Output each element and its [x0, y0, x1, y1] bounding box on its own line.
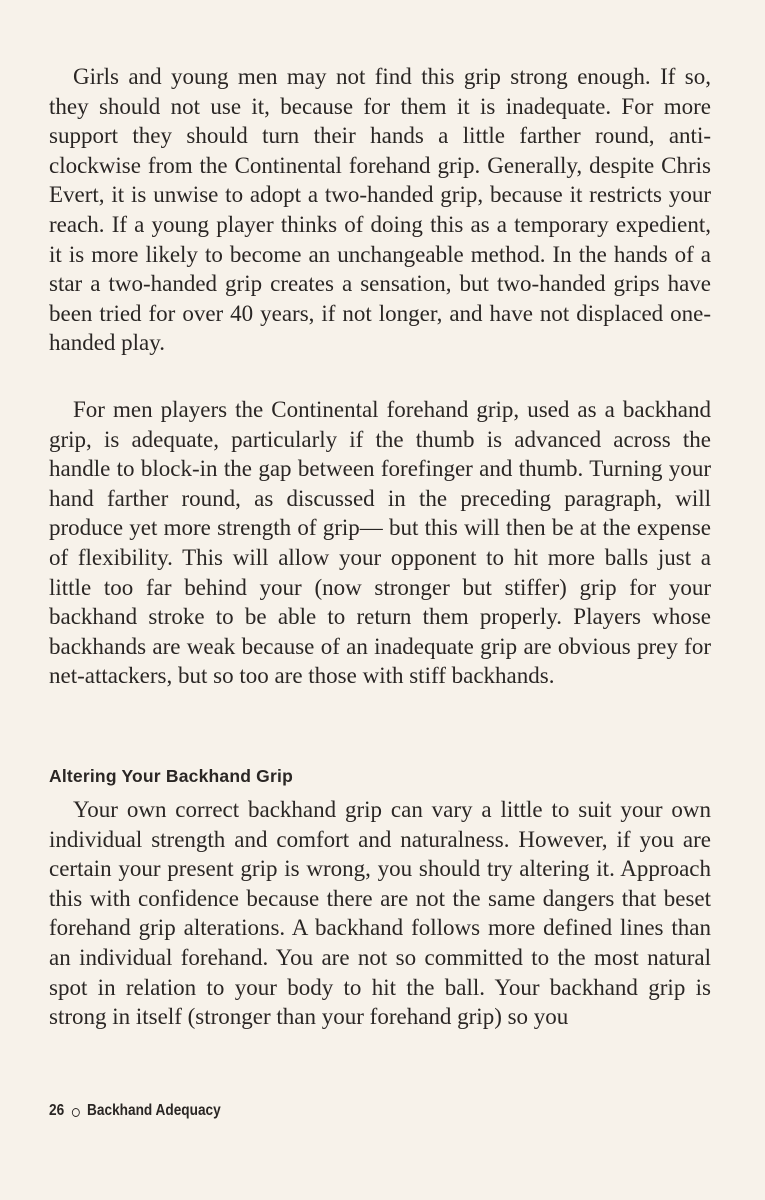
section-heading: Altering Your Backhand Grip — [49, 766, 293, 786]
paragraph-two-handed-grip: Girls and young men may not find this grip strong enough. If so, they should not use it, because for them it is inadequate. For more support they should turn their hands a little farther round, anti-clockwise from the Continental forehand grip. Generally, despite Chris Evert, it is unwise to adopt a two-handed grip, because it restricts your reach. If a young player thinks of doing this as a temporary expedient, it is more likely to become an unchangeable method. In the hands of a star a two-handed grip creates a sensation, but two-handed grips have been tried for over 40 years, if not longer, and have not displaced one-handed play. — [49, 64, 711, 356]
circle-separator-icon — [72, 1108, 80, 1117]
paragraph-altering-grip: Your own correct backhand grip can vary a little to suit your own individual strength and comfort and naturalness. However, if you are certain your present grip is wrong, you should try altering it. Approach this with confidence because there are not the same dangers that beset forehand grip alterations. A backhand follows more defined lines than an individual forehand. You are not so committed to the most natural spot in relation to your body to hit the ball. Your backhand grip is strong in itself (stronger than your forehand grip) so you — [49, 797, 711, 1030]
paragraph-continental-grip: For men players the Continental forehand grip, used as a backhand grip, is adequate, particularly if the thumb is advanced across the handle to block-in the gap between forefinger and thumb. Turning your hand farther round, as discussed in the preceding paragraph, will produce yet more strength of grip— but this will then be at the expense of flexibility. This will allow your opponent to hit more balls just a little too far behind your (now stronger but stiffer) grip for your backhand stroke to be able to return them properly. Players whose backhands are weak because of an inadequate grip are obvious prey for net-attackers, but so too are those with stiff backhands. — [49, 397, 711, 689]
page-footer — [49, 1102, 221, 1120]
running-title: Backhand Adequacy — [87, 1102, 221, 1119]
page-number: 26 — [49, 1102, 65, 1119]
